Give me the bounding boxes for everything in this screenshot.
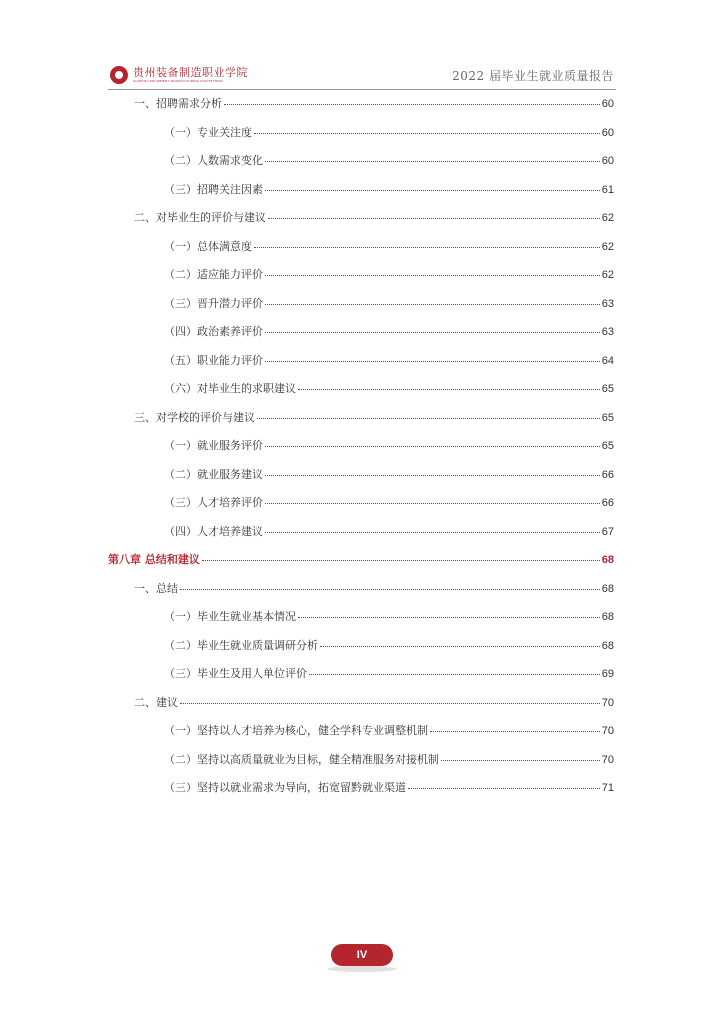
toc-page-number: 62 — [601, 269, 614, 281]
toc-dot-leader — [224, 92, 600, 105]
toc-dot-leader — [408, 776, 600, 789]
toc-page-number: 71 — [601, 782, 614, 794]
toc-page-number: 62 — [601, 240, 614, 253]
toc-page-number: 68 — [601, 554, 614, 566]
toc-entry[interactable] — [134, 693, 614, 713]
toc-entry[interactable] — [134, 579, 614, 599]
toc-entry[interactable] — [134, 208, 614, 228]
toc-entry-title: （二）人数需求变化 — [164, 154, 263, 167]
toc-entry[interactable] — [164, 123, 614, 143]
school-logo-text — [133, 67, 248, 83]
toc-page-number: 62 — [601, 212, 614, 224]
toc-dot-leader — [180, 691, 600, 704]
toc-dot-leader — [265, 292, 600, 305]
toc-entry[interactable] — [164, 522, 614, 542]
toc-entry[interactable] — [164, 721, 614, 741]
toc-entry-title: 第八章 总结和建议 — [108, 553, 200, 566]
toc-entry-title: 二、对毕业生的评价与建议 — [134, 211, 266, 224]
toc-dot-leader — [202, 548, 600, 561]
toc-entry[interactable] — [164, 493, 614, 513]
toc-dot-leader — [265, 520, 600, 533]
toc-dot-leader — [265, 434, 600, 447]
school-name-cn: 贵州装备制造职业学院 — [133, 66, 248, 79]
toc-page-number: 70 — [601, 753, 614, 766]
toc-entry-title: 一、招聘需求分析 — [134, 97, 222, 110]
toc-dot-leader — [320, 634, 600, 647]
toc-chapter-entry[interactable] — [108, 550, 614, 570]
toc-dot-leader — [268, 206, 600, 219]
toc-entry-title: （六）对毕业生的求职建议 — [164, 382, 296, 395]
toc-page-number: 60 — [601, 126, 614, 139]
page-header — [0, 0, 724, 92]
toc-page-number: 67 — [601, 525, 614, 538]
toc-page-number: 60 — [601, 98, 614, 110]
toc-entry-title: （五）职业能力评价 — [164, 353, 263, 367]
toc-page-number: 63 — [601, 297, 614, 310]
toc-page-number: 66 — [601, 497, 614, 509]
page-number-shadow — [327, 966, 397, 972]
toc-entry-title: （一）专业关注度 — [164, 125, 252, 139]
toc-dot-leader — [265, 178, 600, 191]
toc-page-number: 68 — [601, 611, 614, 623]
toc-dot-leader — [254, 235, 600, 248]
toc-dot-leader — [265, 491, 600, 504]
toc-page-number: 64 — [601, 354, 614, 367]
toc-entry[interactable] — [164, 294, 614, 314]
toc-entry-title: 三、对学校的评价与建议 — [134, 410, 255, 424]
toc-dot-leader — [265, 463, 600, 476]
toc-dot-leader — [298, 605, 600, 618]
school-name-en: GUIZHOU EQUIPMENT MANUFACTURING POLYTECHNIC — [133, 79, 224, 83]
toc-entry-title: 二、建议 — [134, 695, 178, 709]
toc-entry[interactable] — [164, 778, 614, 798]
toc-dot-leader — [254, 121, 600, 134]
toc-entry-title: 一、总结 — [134, 581, 178, 595]
toc-entry[interactable] — [164, 607, 614, 627]
school-logo — [110, 66, 248, 84]
toc-dot-leader — [265, 349, 600, 362]
toc-dot-leader — [265, 149, 600, 162]
toc-entry-title: （四）政治素养评价 — [164, 325, 263, 338]
toc-entry-title: （三）人才培养评价 — [164, 496, 263, 509]
toc-page-number: 63 — [601, 326, 614, 338]
toc-entry[interactable] — [164, 465, 614, 485]
toc-page-number: 69 — [601, 668, 614, 680]
toc-entry-title: （一）毕业生就业基本情况 — [164, 610, 296, 623]
toc-page-number: 60 — [601, 155, 614, 167]
toc-dot-leader — [265, 320, 600, 333]
toc-entry[interactable] — [164, 151, 614, 171]
toc-entry[interactable] — [164, 664, 614, 684]
toc-entry-title: （二）适应能力评价 — [164, 268, 263, 281]
toc-page-number: 68 — [601, 582, 614, 595]
toc-entry[interactable] — [164, 379, 614, 399]
toc-dot-leader — [265, 263, 600, 276]
toc-dot-leader — [298, 377, 600, 390]
header-divider — [108, 89, 616, 90]
toc-entry-title: （二）就业服务建议 — [164, 467, 263, 481]
toc-entry-title: （二）坚持以高质量就业为目标，健全精准服务对接机制 — [164, 752, 439, 766]
toc-page-number: 66 — [601, 468, 614, 481]
toc-entry-title: （三）坚持以就业需求为导向，拓宽留黔就业渠道 — [164, 781, 406, 794]
toc-entry[interactable] — [164, 351, 614, 371]
toc-dot-leader — [309, 662, 600, 675]
toc-entry[interactable] — [164, 180, 614, 200]
toc-dot-leader — [180, 577, 600, 590]
page-number-badge: IV — [331, 944, 393, 966]
toc-page-number: 70 — [601, 725, 614, 737]
toc-entry-title: （三）晋升潜力评价 — [164, 296, 263, 310]
toc-entry[interactable] — [134, 94, 614, 114]
toc-entry-title: （一）坚持以人才培养为核心，健全学科专业调整机制 — [164, 724, 428, 737]
toc-entry-title: （三）毕业生及用人单位评价 — [164, 667, 307, 680]
toc-dot-leader — [430, 719, 600, 732]
toc-entry-title: （四）人才培养建议 — [164, 524, 263, 538]
school-emblem-icon — [110, 66, 128, 84]
toc-page-number: 65 — [601, 411, 614, 424]
toc-page-number: 70 — [601, 696, 614, 709]
toc-dot-leader — [441, 748, 600, 761]
toc-entry[interactable] — [164, 636, 614, 656]
toc-entry[interactable] — [164, 265, 614, 285]
toc-entry-title: （一）总体满意度 — [164, 239, 252, 253]
toc-page-number: 65 — [601, 383, 614, 395]
toc-dot-leader — [257, 406, 600, 419]
toc-entry-title: （二）毕业生就业质量调研分析 — [164, 638, 318, 652]
toc-entry[interactable] — [164, 322, 614, 342]
toc-page-number: 61 — [601, 183, 614, 196]
report-title: 2022 届毕业生就业质量报告 — [452, 69, 614, 83]
toc-page-number: 65 — [601, 440, 614, 452]
toc-entry[interactable] — [134, 408, 614, 428]
toc-entry[interactable] — [164, 750, 614, 770]
toc-entry-title: （三）招聘关注因素 — [164, 182, 263, 196]
toc-entry[interactable] — [164, 237, 614, 257]
toc-page-number: 68 — [601, 639, 614, 652]
toc-entry[interactable] — [164, 436, 614, 456]
toc-entry-title: （一）就业服务评价 — [164, 439, 263, 452]
